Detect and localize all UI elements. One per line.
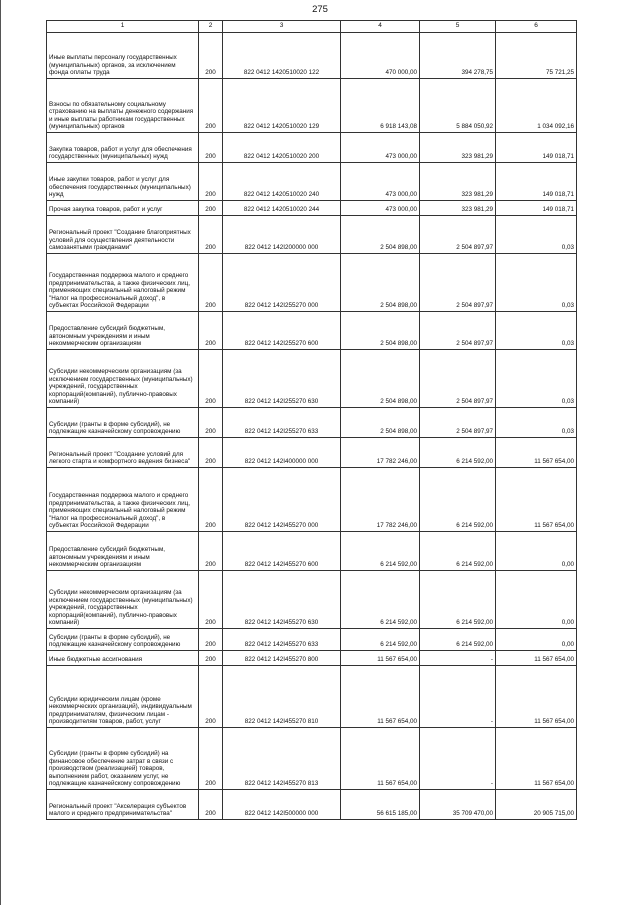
row-executed-amount-cell: 394 278,75 (420, 33, 496, 79)
row-name-cell: Субсидии (гранты в форме субсидий), не подлежащие казначейскому сопровождению (47, 629, 199, 651)
row-approved-amount-cell: 2 504 898,00 (341, 350, 420, 408)
row-budget-code-cell: 822 0412 142I455270 810 (223, 666, 341, 728)
row-approved-amount-cell: 2 504 898,00 (341, 216, 420, 254)
row-unexecuted-amount-cell: 0,00 (496, 571, 577, 629)
row-approved-amount-cell: 6 214 592,00 (341, 532, 420, 571)
row-adm-code-cell: 200 (199, 408, 223, 438)
row-adm-code-cell: 200 (199, 312, 223, 350)
row-name-cell: Иные бюджетные ассигнования (47, 651, 199, 666)
row-adm-code-cell: 200 (199, 790, 223, 820)
table-row (47, 216, 577, 254)
row-executed-amount-cell: 323 981,29 (420, 201, 496, 216)
row-executed-amount-cell: 323 981,29 (420, 163, 496, 201)
row-executed-amount-cell: 6 214 592,00 (420, 629, 496, 651)
row-executed-amount-cell: 6 214 592,00 (420, 468, 496, 532)
row-name-cell: Государственная поддержка малого и среднего предпринимательства, а также физических лиц, применяющих специальный налоговый режим "Налог на профессиональный доход", в субъектах Российской Федерации (47, 468, 199, 532)
row-name-cell: Региональный проект "Создание благоприятных условий для осуществления деятельности самозанятыми гражданами" (47, 216, 199, 254)
row-unexecuted-amount-cell: 11 567 654,00 (496, 651, 577, 666)
row-unexecuted-amount-cell: 11 567 654,00 (496, 468, 577, 532)
row-budget-code-cell: 822 0412 142I255270 630 (223, 350, 341, 408)
row-adm-code-cell: 200 (199, 728, 223, 790)
row-approved-amount-cell: 2 504 898,00 (341, 408, 420, 438)
row-adm-code-cell: 200 (199, 133, 223, 163)
table-row (47, 790, 577, 820)
row-name-cell: Взносы по обязательному социальному страхованию на выплаты денежного содержания и иные выплаты работникам государственных (муниципальных) органов (47, 79, 199, 133)
table-row (47, 350, 577, 408)
row-budget-code-cell: 822 0412 142I255270 000 (223, 254, 341, 312)
table-row (47, 408, 577, 438)
row-executed-amount-cell: - (420, 728, 496, 790)
row-approved-amount-cell: 6 214 592,00 (341, 571, 420, 629)
row-unexecuted-amount-cell: 11 567 654,00 (496, 666, 577, 728)
header-cell: 4 (341, 21, 420, 33)
row-unexecuted-amount-cell: 75 721,25 (496, 33, 577, 79)
row-name-cell: Субсидии некоммерческим организациям (за исключением государственных (муниципальных) учреждений, государственных корпораций(компаний), публично-правовых компаний) (47, 571, 199, 629)
table-row (47, 438, 577, 468)
row-name-cell: Субсидии некоммерческим организациям (за исключением государственных (муниципальных) учреждений, государственных корпораций(компаний), публично-правовых компаний) (47, 350, 199, 408)
row-name-cell: Иные закупки товаров, работ и услуг для обеспечения государственных (муниципальных) нужд (47, 163, 199, 201)
row-unexecuted-amount-cell: 11 567 654,00 (496, 438, 577, 468)
row-name-cell: Субсидии (гранты в форме субсидий), не подлежащие казначейскому сопровождению (47, 408, 199, 438)
row-unexecuted-amount-cell: 20 905 715,00 (496, 790, 577, 820)
table-row (47, 312, 577, 350)
table-row (47, 201, 577, 216)
row-unexecuted-amount-cell: 0,03 (496, 350, 577, 408)
row-adm-code-cell: 200 (199, 254, 223, 312)
header-cell: 3 (223, 21, 341, 33)
row-budget-code-cell: 822 0412 142I455270 000 (223, 468, 341, 532)
row-approved-amount-cell: 470 000,00 (341, 33, 420, 79)
table-row (47, 629, 577, 651)
row-unexecuted-amount-cell: 0,03 (496, 216, 577, 254)
row-budget-code-cell: 822 0412 1420510020 200 (223, 133, 341, 163)
row-executed-amount-cell: - (420, 666, 496, 728)
page-number: 275 (312, 4, 328, 15)
row-executed-amount-cell: 323 981,29 (420, 133, 496, 163)
table-row (47, 33, 577, 79)
table-row (47, 163, 577, 201)
row-approved-amount-cell: 56 615 185,00 (341, 790, 420, 820)
row-approved-amount-cell: 11 567 654,00 (341, 651, 420, 666)
row-approved-amount-cell: 2 504 898,00 (341, 254, 420, 312)
row-budget-code-cell: 822 0412 1420510020 122 (223, 33, 341, 79)
row-name-cell: Субсидии юридическим лицам (кроме некоммерческих организаций), индивидуальным предпринимателям, физическим лицам - производителям товаров, работ, услуг (47, 666, 199, 728)
row-adm-code-cell: 200 (199, 651, 223, 666)
row-budget-code-cell: 822 0412 142I500000 000 (223, 790, 341, 820)
row-executed-amount-cell: 2 504 897,97 (420, 254, 496, 312)
row-adm-code-cell: 200 (199, 438, 223, 468)
row-budget-code-cell: 822 0412 142I455270 600 (223, 532, 341, 571)
table-row (47, 532, 577, 571)
row-adm-code-cell: 200 (199, 216, 223, 254)
table-row (47, 666, 577, 728)
row-unexecuted-amount-cell: 149 018,71 (496, 163, 577, 201)
row-executed-amount-cell: 2 504 897,97 (420, 312, 496, 350)
row-budget-code-cell: 822 0412 142I255270 600 (223, 312, 341, 350)
row-name-cell: Субсидии (гранты в форме субсидий) на финансовое обеспечение затрат в связи с производством (реализацией) товаров, выполнением работ, оказанием услуг, не подлежащие казначейскому сопровождению (47, 728, 199, 790)
header-cell: 5 (420, 21, 496, 33)
row-executed-amount-cell: 5 884 050,92 (420, 79, 496, 133)
row-executed-amount-cell: 35 709 470,00 (420, 790, 496, 820)
row-name-cell: Прочая закупка товаров, работ и услуг (47, 201, 199, 216)
row-unexecuted-amount-cell: 0,00 (496, 532, 577, 571)
header-cell: 2 (199, 21, 223, 33)
row-adm-code-cell: 200 (199, 33, 223, 79)
row-adm-code-cell: 200 (199, 666, 223, 728)
row-approved-amount-cell: 2 504 898,00 (341, 312, 420, 350)
row-executed-amount-cell: - (420, 651, 496, 666)
row-approved-amount-cell: 473 000,00 (341, 133, 420, 163)
row-approved-amount-cell: 11 567 654,00 (341, 728, 420, 790)
row-adm-code-cell: 200 (199, 629, 223, 651)
row-unexecuted-amount-cell: 0,00 (496, 629, 577, 651)
row-budget-code-cell: 822 0412 1420510020 244 (223, 201, 341, 216)
row-unexecuted-amount-cell: 11 567 654,00 (496, 728, 577, 790)
table-row (47, 468, 577, 532)
table-row (47, 651, 577, 666)
row-approved-amount-cell: 473 000,00 (341, 163, 420, 201)
row-adm-code-cell: 200 (199, 468, 223, 532)
row-executed-amount-cell: 6 214 592,00 (420, 532, 496, 571)
row-name-cell: Предоставление субсидий бюджетным, автономным учреждениям и иным некоммерческим организациям (47, 532, 199, 571)
row-unexecuted-amount-cell: 149 018,71 (496, 201, 577, 216)
column-number-header (47, 21, 577, 33)
row-approved-amount-cell: 17 782 246,00 (341, 438, 420, 468)
header-cell: 6 (496, 21, 577, 33)
table-row (47, 254, 577, 312)
budget-execution-table (46, 20, 577, 820)
row-name-cell: Закупка товаров, работ и услуг для обеспечения государственных (муниципальных) нужд (47, 133, 199, 163)
row-approved-amount-cell: 473 000,00 (341, 201, 420, 216)
row-budget-code-cell: 822 0412 142I255270 633 (223, 408, 341, 438)
row-approved-amount-cell: 6 918 143,08 (341, 79, 420, 133)
row-name-cell: Предоставление субсидий бюджетным, автономным учреждениям и иным некоммерческим организациям (47, 312, 199, 350)
row-name-cell: Государственная поддержка малого и среднего предпринимательства, а также физических лиц, применяющих специальный налоговый режим "Налог на профессиональный доход", в субъектах Российской Федерации (47, 254, 199, 312)
page-edge-line (0, 0, 1, 905)
row-adm-code-cell: 200 (199, 571, 223, 629)
row-approved-amount-cell: 17 782 246,00 (341, 468, 420, 532)
row-executed-amount-cell: 2 504 897,97 (420, 216, 496, 254)
row-budget-code-cell: 822 0412 142I455270 630 (223, 571, 341, 629)
row-approved-amount-cell: 11 567 654,00 (341, 666, 420, 728)
row-name-cell: Иные выплаты персоналу государственных (муниципальных) органов, за исключением фонда оплаты труда (47, 33, 199, 79)
row-budget-code-cell: 822 0412 142I455270 800 (223, 651, 341, 666)
row-budget-code-cell: 822 0412 142I455270 813 (223, 728, 341, 790)
row-unexecuted-amount-cell: 0,03 (496, 408, 577, 438)
row-name-cell: Региональный проект "Создание условий для легкого старта и комфортного ведения бизнеса" (47, 438, 199, 468)
row-budget-code-cell: 822 0412 1420510020 240 (223, 163, 341, 201)
row-executed-amount-cell: 2 504 897,97 (420, 350, 496, 408)
row-executed-amount-cell: 6 214 592,00 (420, 438, 496, 468)
row-adm-code-cell: 200 (199, 532, 223, 571)
row-executed-amount-cell: 2 504 897,97 (420, 408, 496, 438)
row-name-cell: Региональный проект "Акселерация субъектов малого и среднего предпринимательства" (47, 790, 199, 820)
row-budget-code-cell: 822 0412 142I400000 000 (223, 438, 341, 468)
row-unexecuted-amount-cell: 1 034 092,16 (496, 79, 577, 133)
row-adm-code-cell: 200 (199, 79, 223, 133)
row-adm-code-cell: 200 (199, 163, 223, 201)
row-adm-code-cell: 200 (199, 201, 223, 216)
table-row (47, 728, 577, 790)
row-budget-code-cell: 822 0412 142I455270 633 (223, 629, 341, 651)
row-unexecuted-amount-cell: 0,03 (496, 254, 577, 312)
header-cell: 1 (47, 21, 199, 33)
row-budget-code-cell: 822 0412 142I200000 000 (223, 216, 341, 254)
row-unexecuted-amount-cell: 0,03 (496, 312, 577, 350)
row-adm-code-cell: 200 (199, 350, 223, 408)
table-row (47, 79, 577, 133)
table-row (47, 571, 577, 629)
row-unexecuted-amount-cell: 149 018,71 (496, 133, 577, 163)
table-row (47, 133, 577, 163)
row-budget-code-cell: 822 0412 1420510020 129 (223, 79, 341, 133)
row-approved-amount-cell: 6 214 592,00 (341, 629, 420, 651)
row-executed-amount-cell: 6 214 592,00 (420, 571, 496, 629)
